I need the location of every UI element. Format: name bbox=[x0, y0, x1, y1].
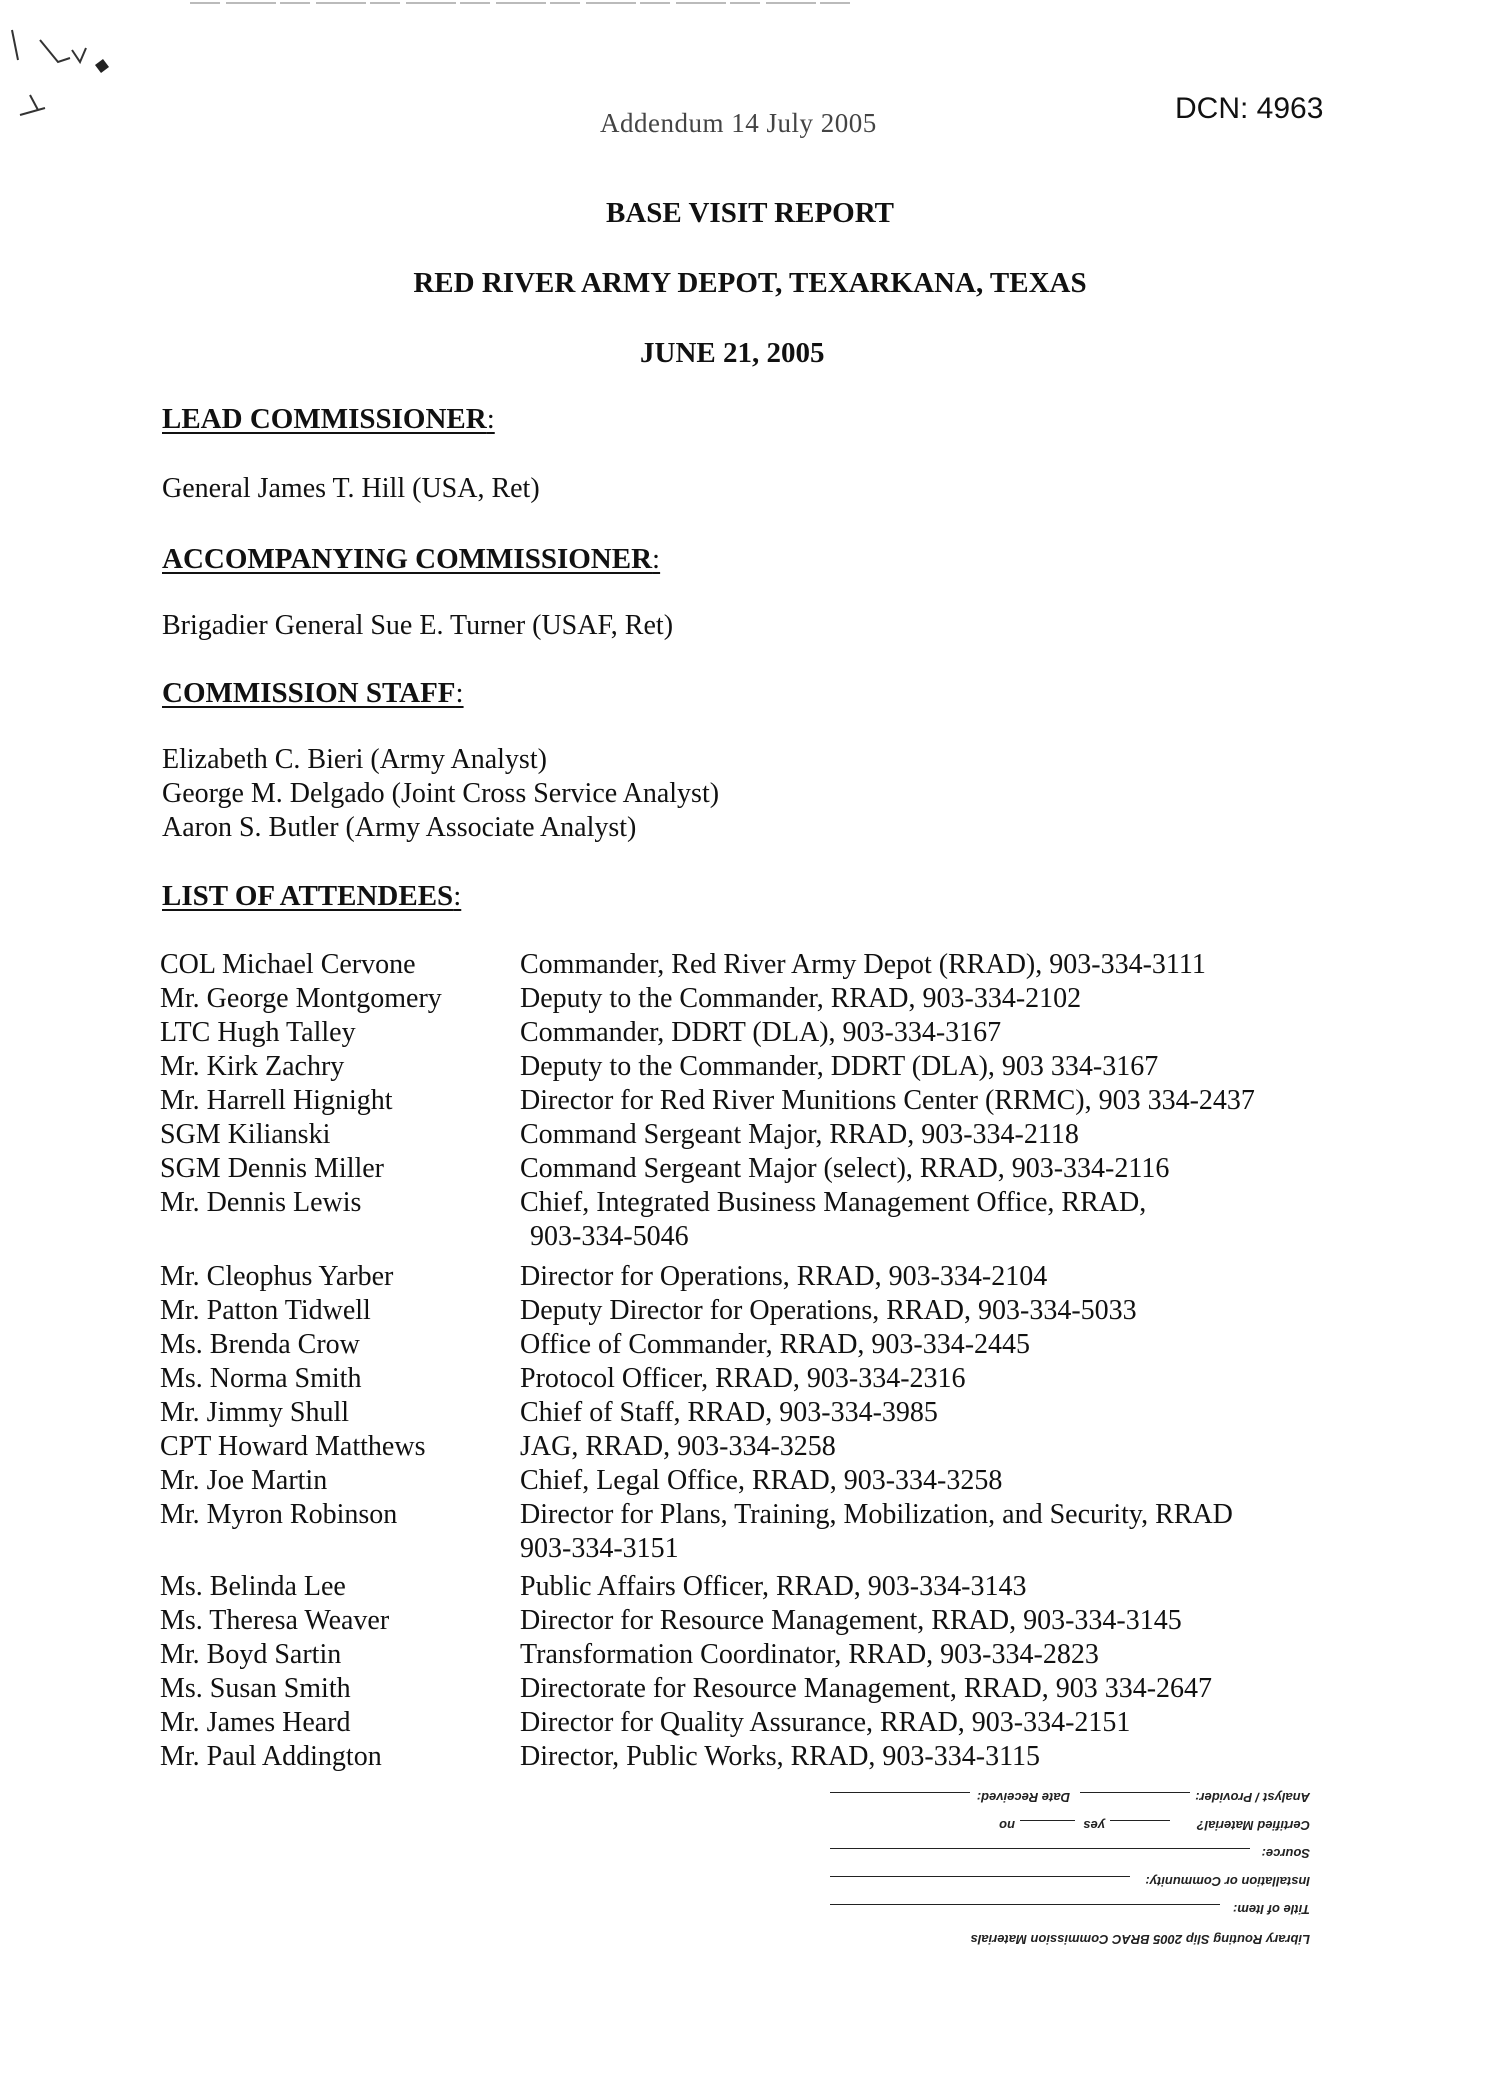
accompanying-commissioner-heading: ACCOMPANYING COMMISSIONER: bbox=[162, 543, 661, 575]
attendee-role: Office of Commander, RRAD, 903-334-2445 bbox=[520, 1329, 1031, 1360]
attendee-name: CPT Howard Matthews bbox=[160, 1431, 426, 1462]
lead-commissioner-name: General James T. Hill (USA, Ret) bbox=[162, 473, 540, 504]
attendee-name: Ms. Theresa Weaver bbox=[160, 1605, 390, 1636]
installation-label: Installation or Community: bbox=[1145, 1874, 1310, 1889]
attendee-name: COL Michael Cervone bbox=[160, 949, 416, 980]
attendee-role: Public Affairs Officer, RRAD, 903-334-3143 bbox=[520, 1571, 1027, 1602]
attendee-role: Command Sergeant Major (select), RRAD, 903-334-2116 bbox=[520, 1153, 1170, 1184]
attendee-row bbox=[160, 1396, 1350, 1430]
commission-staff-list bbox=[162, 743, 719, 845]
attendee-role: Deputy Director for Operations, RRAD, 903-334-5033 bbox=[520, 1295, 1137, 1326]
library-routing-slip bbox=[820, 1765, 1320, 1955]
source-line bbox=[830, 1848, 1250, 1849]
attendee-name: Mr. Kirk Zachry bbox=[160, 1051, 345, 1082]
commission-staff-heading: COMMISSION STAFF: bbox=[162, 677, 464, 709]
attendee-name: SGM Dennis Miller bbox=[160, 1153, 384, 1184]
certified-no-line bbox=[1020, 1820, 1075, 1821]
attendee-role: Commander, DDRT (DLA), 903-334-3167 bbox=[520, 1017, 1002, 1048]
lead-commissioner-heading: LEAD COMMISSIONER: bbox=[162, 403, 495, 435]
attendee-row bbox=[160, 1050, 1350, 1084]
attendee-role: Command Sergeant Major, RRAD, 903-334-2118 bbox=[520, 1119, 1079, 1150]
attendee-row bbox=[160, 982, 1350, 1016]
date-received-line bbox=[830, 1792, 970, 1793]
attendee-role: Deputy to the Commander, DDRT (DLA), 903 334-3167 bbox=[520, 1051, 1159, 1082]
attendee-role: Chief, Integrated Business Management Office, RRAD, 903-334-5046 bbox=[520, 1187, 1147, 1252]
attendee-name: Mr. Harrell Hignight bbox=[160, 1085, 393, 1116]
routing-slip-title: Library Routing Slip 2005 BRAC Commission Materials bbox=[970, 1932, 1310, 1947]
attendee-name: Mr. Patton Tidwell bbox=[160, 1295, 371, 1326]
attendee-row bbox=[160, 1464, 1350, 1498]
attendee-role: Director, Public Works, RRAD, 903-334-3115 bbox=[520, 1741, 1041, 1772]
attendee-name: Mr. Boyd Sartin bbox=[160, 1639, 342, 1670]
staff-member: George M. Delgado (Joint Cross Service Analyst) bbox=[162, 778, 720, 809]
attendee-row bbox=[160, 1186, 1350, 1254]
attendee-role: Chief of Staff, RRAD, 903-334-3985 bbox=[520, 1397, 938, 1428]
attendee-row bbox=[160, 1706, 1350, 1740]
attendees-list bbox=[160, 948, 1350, 1774]
attendee-row bbox=[160, 1604, 1350, 1638]
attendee-role: Deputy to the Commander, RRAD, 903-334-2102 bbox=[520, 983, 1082, 1014]
document-control-number: DCN: 4963 bbox=[1175, 92, 1324, 125]
attendee-name: Mr. Joe Martin bbox=[160, 1465, 328, 1496]
attendee-row bbox=[160, 1328, 1350, 1362]
attendee-row bbox=[160, 948, 1350, 982]
certified-material-label: Certified Material? bbox=[1196, 1818, 1310, 1833]
attendee-name: Ms. Brenda Crow bbox=[160, 1329, 360, 1360]
attendee-role: Director for Resource Management, RRAD, 903-334-3145 bbox=[520, 1605, 1182, 1636]
attendee-name: SGM Kilianski bbox=[160, 1119, 331, 1150]
attendee-role: Protocol Officer, RRAD, 903-334-2316 bbox=[520, 1363, 966, 1394]
addendum-date: Addendum 14 July 2005 bbox=[600, 108, 877, 138]
attendee-name: Ms. Norma Smith bbox=[160, 1363, 362, 1394]
attendee-role: Directorate for Resource Management, RRAD, 903 334-2647 bbox=[520, 1673, 1213, 1704]
attendee-role: Director for Quality Assurance, RRAD, 903-334-2151 bbox=[520, 1707, 1131, 1738]
attendee-row bbox=[160, 1430, 1350, 1464]
attendee-name: Mr. Myron Robinson bbox=[160, 1499, 398, 1530]
attendee-row bbox=[160, 1118, 1350, 1152]
attendee-name: Ms. Belinda Lee bbox=[160, 1571, 346, 1602]
attendee-row bbox=[160, 1152, 1350, 1186]
attendee-row bbox=[160, 1294, 1350, 1328]
analyst-provider-label: Analyst / Provider: bbox=[1195, 1790, 1310, 1805]
attendee-name: Mr. George Montgomery bbox=[160, 983, 442, 1014]
attendee-name: LTC Hugh Talley bbox=[160, 1017, 356, 1048]
attendee-role: Director for Red River Munitions Center (RRMC), 903 334-2437 bbox=[520, 1085, 1255, 1116]
handwritten-mark bbox=[0, 0, 160, 150]
attendee-role: Chief, Legal Office, RRAD, 903-334-3258 bbox=[520, 1465, 1003, 1496]
report-title: BASE VISIT REPORT bbox=[605, 197, 895, 229]
attendee-name: Mr. Jimmy Shull bbox=[160, 1397, 350, 1428]
attendee-name: Ms. Susan Smith bbox=[160, 1673, 351, 1704]
attendee-row bbox=[160, 1570, 1350, 1604]
attendee-row bbox=[160, 1498, 1350, 1566]
staff-member: Elizabeth C. Bieri (Army Analyst) bbox=[162, 744, 547, 775]
attendee-name: Mr. James Heard bbox=[160, 1707, 351, 1738]
title-of-item-line bbox=[830, 1904, 1220, 1905]
attendee-name: Mr. Paul Addington bbox=[160, 1741, 382, 1772]
report-location: RED RIVER ARMY DEPOT, TEXARKANA, TEXAS bbox=[413, 267, 1087, 299]
accompanying-commissioner-name: Brigadier General Sue E. Turner (USAF, Ret) bbox=[162, 610, 674, 641]
certified-yes-label: yes bbox=[1083, 1818, 1105, 1833]
staff-member: Aaron S. Butler (Army Associate Analyst) bbox=[162, 812, 637, 843]
source-label: Source: bbox=[1261, 1846, 1310, 1861]
attendee-row bbox=[160, 1638, 1350, 1672]
date-received-label: Date Received: bbox=[976, 1790, 1070, 1805]
attendee-row bbox=[160, 1672, 1350, 1706]
analyst-provider-line bbox=[1080, 1792, 1190, 1793]
attendee-row bbox=[160, 1362, 1350, 1396]
attendee-role: Director for Operations, RRAD, 903-334-2104 bbox=[520, 1261, 1048, 1292]
attendee-role: Transformation Coordinator, RRAD, 903-334-2823 bbox=[520, 1639, 1099, 1670]
installation-line bbox=[830, 1876, 1130, 1877]
title-of-item-label: Title of Item: bbox=[1232, 1902, 1310, 1917]
attendees-heading: LIST OF ATTENDEES: bbox=[162, 880, 462, 912]
attendee-row bbox=[160, 1260, 1350, 1294]
scan-artifact-top-line bbox=[190, 0, 850, 6]
report-date: JUNE 21, 2005 bbox=[640, 337, 825, 369]
attendee-role: Commander, Red River Army Depot (RRAD), 903-334-3111 bbox=[520, 949, 1206, 980]
attendee-role: Director for Plans, Training, Mobilization, and Security, RRAD 903-334-3151 bbox=[520, 1499, 1233, 1564]
certified-yes-line bbox=[1110, 1820, 1170, 1821]
certified-no-label: no bbox=[999, 1818, 1015, 1833]
attendee-row bbox=[160, 1084, 1350, 1118]
attendee-role: JAG, RRAD, 903-334-3258 bbox=[520, 1431, 836, 1462]
attendee-row bbox=[160, 1016, 1350, 1050]
attendee-name: Mr. Cleophus Yarber bbox=[160, 1261, 394, 1292]
attendee-name: Mr. Dennis Lewis bbox=[160, 1187, 362, 1218]
